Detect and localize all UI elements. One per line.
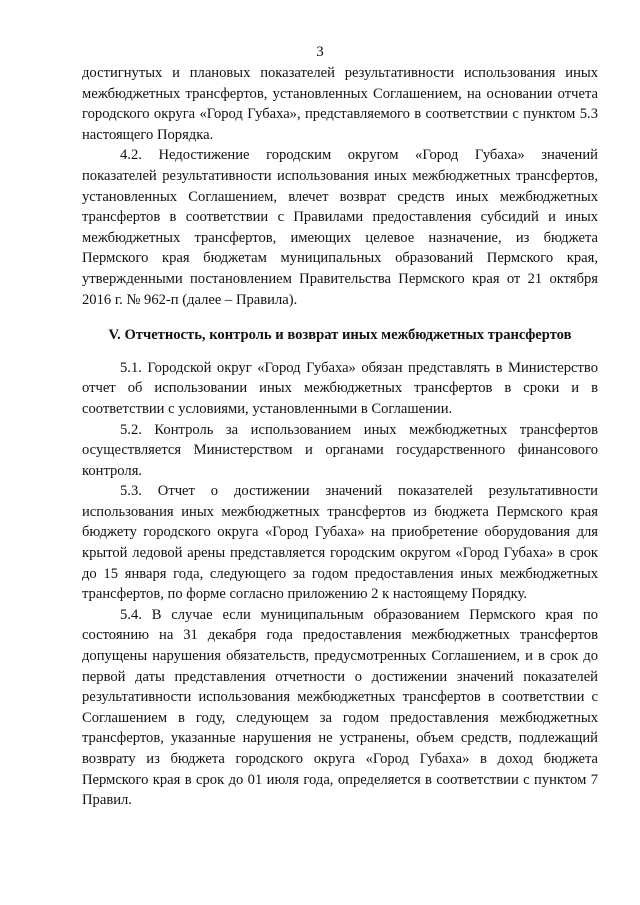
- paragraph-5-2: 5.2. Контроль за использованием иных межбюджетных трансфертов осуществляется Министерством и органами государственного финансового контроля.: [82, 421, 598, 479]
- document-body: [82, 63, 598, 811]
- section-heading: V. Отчетность, контроль и возврат иных межбюджетных трансфертов: [108, 327, 572, 344]
- paragraph-5-4: 5.4. В случае если муниципальным образованием Пермского края по состоянию на 31 декабря года предоставления межбюджетных трансфертов допущены нарушения обязательств, предусмотренных Соглашением, и в срок до первой даты представления отчетности о достижении значений показателей результативности использования межбюджетных трансфертов в соответствии с Соглашением в году, следующем за годом предоставления межбюджетных трансфертов, указанные нарушения не устранены, объем средств, подлежащий возврату из бюджета городского округа «Город Губаха» в доход бюджета Пермского края в срок до 01 июля года, определяется в соответствии с пунктом 7 Правил.: [82, 606, 598, 809]
- page-number: 3: [316, 44, 324, 60]
- paragraph-continuation: достигнутых и плановых показателей результативности использования иных межбюджетных трансфертов, установленных Соглашением, на основании отчета городского округа «Город Губаха», представляемого в соответствии с пунктом 5.3 настоящего Порядка.: [82, 65, 598, 143]
- paragraph-5-1: 5.1. Городской округ «Город Губаха» обязан представлять в Министерство отчет об использовании иных межбюджетных трансфертов в сроки и в соответствии с условиями, установленными в Соглашении.: [82, 359, 598, 417]
- paragraph-4-2: 4.2. Недостижение городским округом «Город Губаха» значений показателей результативности использования иных межбюджетных трансфертов, установленных Соглашением, влечет возврат средств иных межбюджетных трансфертов в соответствии с Правилами предоставления субсидий и иных межбюджетных трансфертов, имеющих целевое назначение, из бюджета Пермского края бюджетам муниципальных образований Пермского края, утвержденными постановлением Правительства Пермского края от 21 октября 2016 г. № 962-п (далее – Правила).: [82, 147, 598, 308]
- paragraph-5-3: 5.3. Отчет о достижении значений показателей результативности использования иных межбюджетных трансфертов из бюджета Пермского края бюджету городского округа «Город Губаха» на приобретение оборудования для крытой ледовой арены представляется городским округом «Город Губаха» в срок до 15 января года, следующего за годом предоставления иных межбюджетных трансфертов, по форме согласно приложению 2 к настоящему Порядку.: [82, 483, 598, 603]
